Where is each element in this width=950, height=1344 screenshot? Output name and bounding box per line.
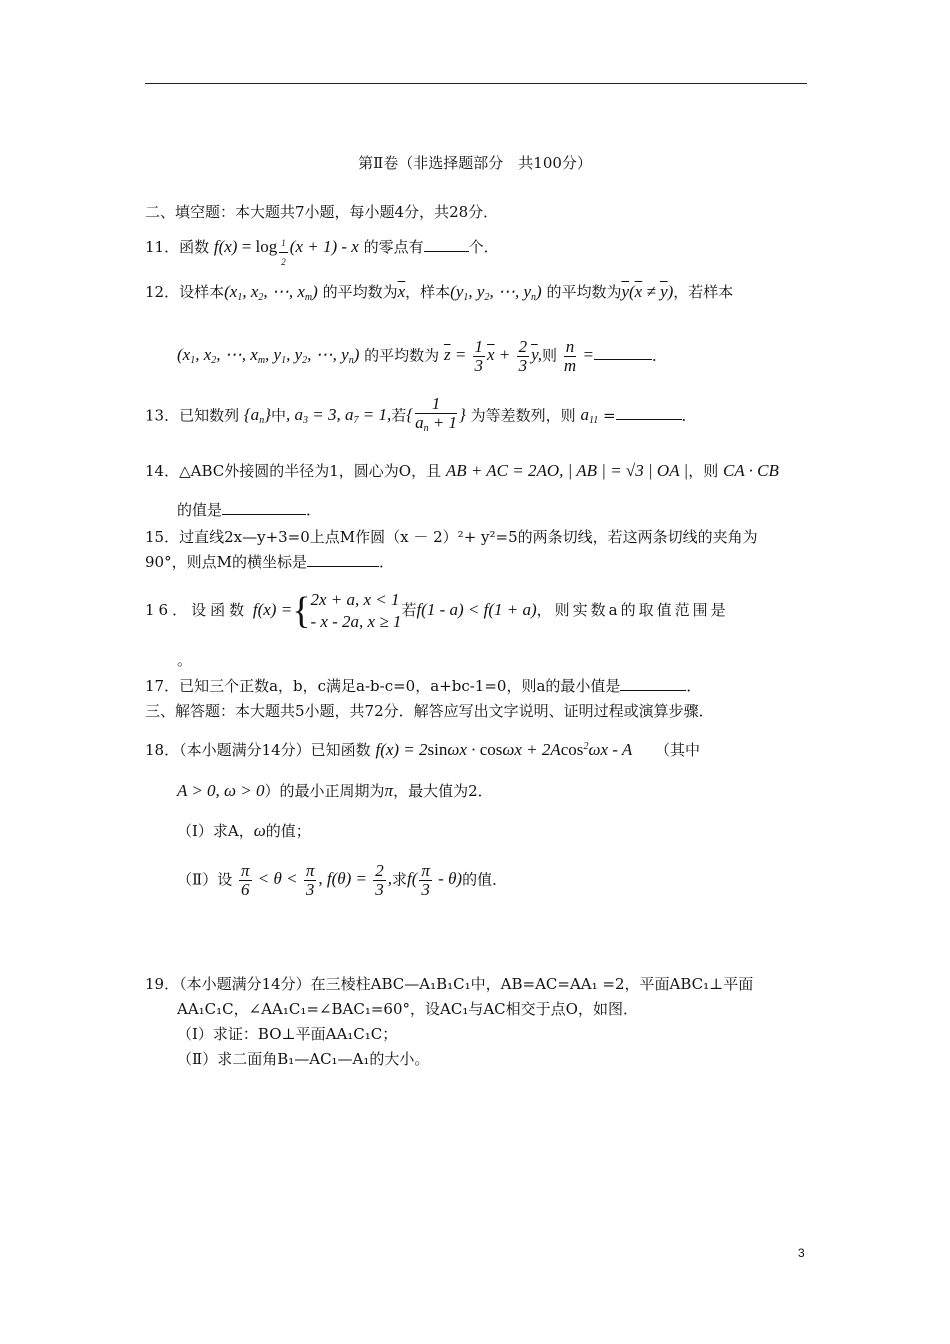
section2-heading: 二、填空题：本大题共7小题，每小题4分，共28分． [145,203,499,221]
header-rule [145,83,807,84]
question-13: 13．已知数列 $\{a_n\}$中, $a_3 = 3$, $a_7 = 1$,若{ $\frac{1}{a_n + 1}$ } 为等差数列，则 $a_{11}$ = ． [145,394,697,434]
question-16: 16．设函数 f(x) ={ 2x + a, x < 1 - x - 2a, x ≥ 1 若f(1 - a) < f(1 + a)，则实数a的取值范围是 [145,590,729,633]
question-18-part2: （Ⅱ）设 $\frac{\pi}{6}$ < θ < $\frac{\pi}{3}$ , f(θ) = $\frac{2}{3}$ ,求f( $\frac{\pi}{3}$ - θ)的值． [177,861,508,899]
question-16-line2: 。 [177,651,193,669]
question-18-part1: （Ⅰ）求A，ω的值； [177,821,311,840]
question-14: 14．△ABC外接圆的半径为1，圆心为O，且 AB + AC = 2AO, | AB | = √3 | OA |，则 CA · CB [145,461,779,480]
question-19-part2: （Ⅱ）求二面角B₁—AC₁—A₁的大小。 [177,1050,430,1068]
question-18: 18．（本小题满分14分）已知函数 f(x) = 2sinωx · cosωx + 2Acos$^2$ωx - A （其中 [145,740,701,759]
answer-blank [424,237,469,252]
answer-blank [620,676,686,691]
question-19-part1: （Ⅰ）求证：BO⊥平面AA₁C₁C； [177,1025,398,1043]
question-14-line2: 的值是 ． [177,501,322,519]
question-19: 19．（本小题满分14分）在三棱柱ABC—A₁B₁C₁中，AB=AC=AA₁ =2，平面ABC₁⊥平面 [145,975,754,993]
section-title: 第Ⅱ卷（非选择题部分 共100分） [358,154,592,172]
question-18-line2: A > 0, ω > 0）的最小正周期为π，最大值为2． [177,781,493,800]
answer-blank [616,405,682,420]
question-15-line2: 90°，则点M的横坐标是 ． [145,553,394,571]
question-17: 17．已知三个正数a，b，c满足a-b-c=0，a+bc-1=0，则a的最小值是 ． [145,677,702,695]
question-19-line2: AA₁C₁C，∠AA₁C₁=∠BAC₁=60°，设AC₁与AC相交于点O，如图． [177,1000,638,1018]
section3-heading: 三、解答题：本大题共5小题，共72分．解答应写出文字说明、证明过程或演算步骤． [145,702,714,720]
question-11: 11．函数 f(x) = log $_{\frac{1}{2}}$ (x + 1) - x 的零点有 个． [145,234,499,271]
q11-formula: f(x) = log $_{\frac{1}{2}}$ (x + 1) - x [214,237,359,256]
question-12-line1: 12．设样本($x_1$, $x_2$, ⋯, $x_m$) 的平均数为$\overline{x}$，样本($y_1$, $y_2$, ⋯, $y_n$) 的平均数为$\overline{y}(\overline{x} \ne \overline{y})$，若样本 [145,282,734,303]
answer-blank [222,500,306,515]
answer-blank [307,552,379,567]
answer-blank [594,345,652,360]
question-15: 15．过直线2x—y+3=0上点M作圆（x － 2）²+ y²=5的两条切线，若这两条切线的夹角为 [145,528,758,546]
question-12-line2: ($x_1$, $x_2$, ⋯, $x_m$, $y_1$, $y_2$, ⋯, $y_n$) 的平均数为 $\overline{z}$ = $\frac{1}{3}$ $\overline{x}$ + $\frac{2}{3}$ $\overline{y}$,则 $\frac{n}{m}$ = ． [177,337,667,375]
page-number: 3 [798,1246,805,1260]
